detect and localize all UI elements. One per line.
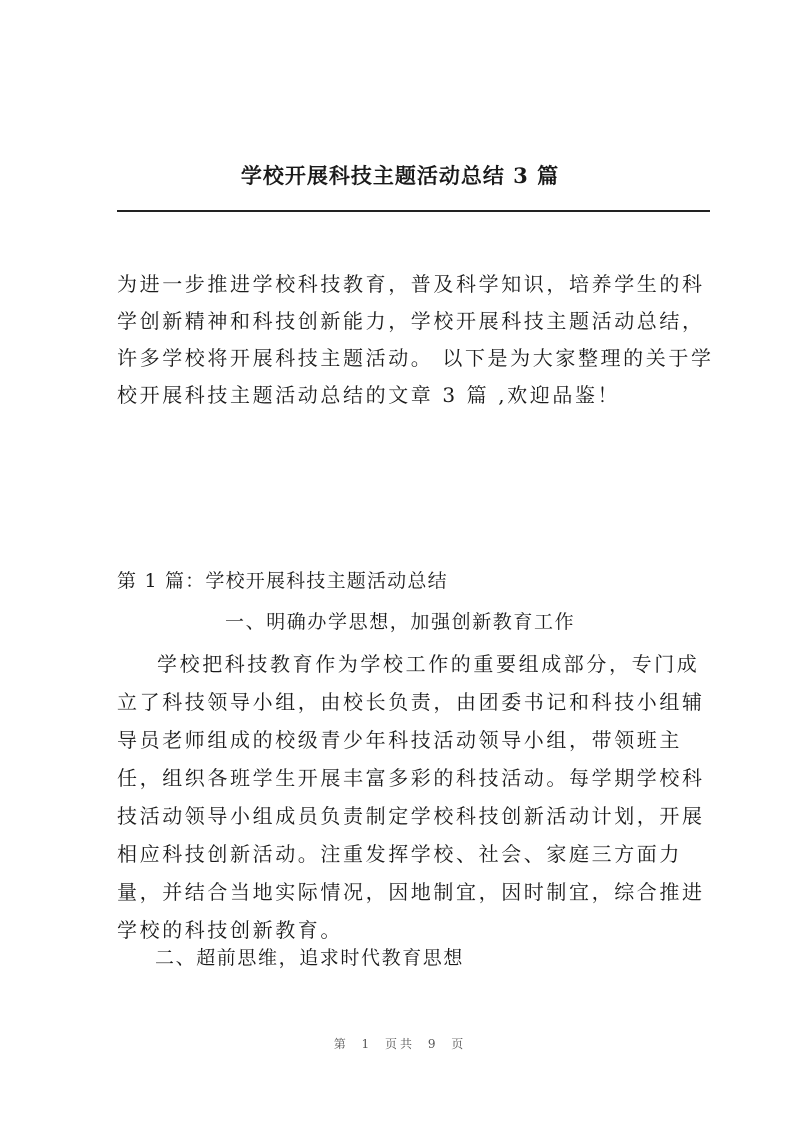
intro-text: 为进一步推进学校科技教育，普及科学知识，培养学生的科学创新精神和科技创新能力，学校开展科技主题活动总结，许多学校将开展科技主题活动。 以下是为大家整理的关于学校开展科技主题活动总结的文章 3 篇 ,欢迎品鉴！ xyxy=(117,272,714,407)
article-heading: 第 1 篇：学校开展科技主题活动总结 xyxy=(117,570,448,592)
section-heading: 二、超前思维，追求时代教育思想 xyxy=(155,947,465,969)
body-paragraph xyxy=(117,645,717,949)
page-footer: 第 1 页共 9 页 xyxy=(333,1037,467,1051)
section-heading: 一、明确办学思想，加强创新教育工作 xyxy=(225,611,576,633)
title-divider xyxy=(117,210,710,212)
page-title: 学校开展科技主题活动总结 3 篇 xyxy=(240,163,560,188)
section-body-text: 学校把科技教育作为学校工作的重要组成部分，专门成立了科技领导小组，由校长负责，由团委书记和科技小组辅导员老师组成的校级青少年科技活动领导小组，带领班主任，组织各班学生开展丰富多彩的科技活动。每学期学校科技活动领导小组成员负责制定学校科技创新活动计划，开展相应科技创新活动。注重发挥学校、社会、家庭三方面力量，并结合当地实际情况，因地制宜，因时制宜，综合推进学校的科技创新教育。 xyxy=(117,652,705,942)
intro-paragraph xyxy=(117,266,717,414)
